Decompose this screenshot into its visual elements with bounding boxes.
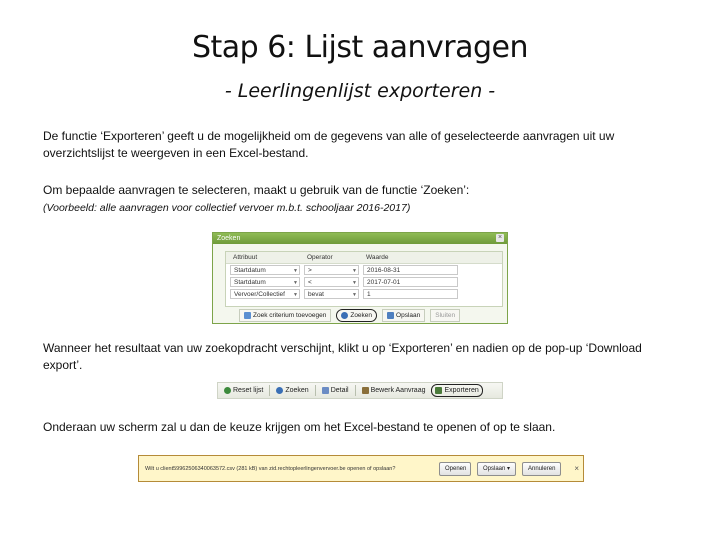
criteria-row xyxy=(226,276,502,288)
criteria-grid xyxy=(225,251,503,307)
column-header-waarde: Waarde xyxy=(366,253,389,261)
search-toolbar-button[interactable] xyxy=(273,384,311,397)
reset-list-label: Reset lijst xyxy=(233,387,264,394)
criteria-row xyxy=(226,288,502,300)
download-message: Wilt u client59962506340063572.csv (281 kB) van zid.rechtopleerlingenvervoer.be openen of opslaan? xyxy=(145,465,396,472)
chevron-down-icon[interactable]: ▼ xyxy=(293,292,298,298)
list-toolbar xyxy=(217,382,503,399)
page-subtitle: - Leerlingenlijst exporteren - xyxy=(224,80,496,102)
download-notification-bar xyxy=(138,455,584,482)
open-button[interactable]: Openen xyxy=(439,462,471,476)
example-note: (Voorbeeld: alle aanvragen voor collectief vervoer m.b.t. schooljaar 2016-2017) xyxy=(43,202,411,214)
attribuut-select[interactable] xyxy=(230,289,300,299)
attribuut-select[interactable] xyxy=(230,265,300,275)
column-header-attribuut: Attribuut xyxy=(233,253,258,261)
attribuut-select[interactable] xyxy=(230,277,300,287)
paragraph-download-instruction: Onderaan uw scherm zal u dan de keuze krijgen om het Excel-bestand te openen of op te slaan. xyxy=(43,420,556,434)
waarde-input[interactable]: 2017-07-01 xyxy=(363,277,458,287)
detail-icon xyxy=(322,387,329,394)
paragraph-zoeken-intro: Om bepaalde aanvragen te selecteren, maakt u gebruik van de functie ‘Zoeken’: xyxy=(43,183,470,197)
search-icon xyxy=(276,387,283,394)
zoeken-panel-title: Zoeken xyxy=(217,235,241,242)
search-toolbar-label: Zoeken xyxy=(285,387,309,394)
export-label: Exporteren xyxy=(444,387,479,394)
export-button[interactable] xyxy=(431,384,482,397)
add-icon xyxy=(244,312,251,319)
attribuut-value: Startdatum xyxy=(234,279,266,286)
add-criterion-label: Zoek criterium toevoegen xyxy=(253,312,327,319)
close-icon[interactable]: × xyxy=(574,464,579,473)
chevron-down-icon[interactable]: ▼ xyxy=(352,280,357,286)
operator-value: bevat xyxy=(308,291,324,298)
chevron-down-icon[interactable]: ▼ xyxy=(352,292,357,298)
save-download-button[interactable] xyxy=(477,462,516,476)
reset-list-button[interactable] xyxy=(221,384,266,397)
detail-label: Detail xyxy=(330,387,349,394)
criteria-row xyxy=(226,264,502,276)
waarde-input[interactable]: 1 xyxy=(363,289,458,299)
paragraph-export-instruction: Wanneer het resultaat van uw zoekopdracht verschijnt, klikt u op ‘Exporteren’ en nadien op de pop-up ‘Download export’. xyxy=(43,341,642,372)
search-button[interactable] xyxy=(336,309,377,322)
close-button[interactable] xyxy=(430,309,460,322)
chevron-down-icon[interactable]: ▾ xyxy=(507,465,511,472)
add-criterion-button[interactable] xyxy=(239,309,331,322)
zoeken-panel xyxy=(212,232,508,324)
save-label: Opslaan xyxy=(396,312,421,319)
operator-select[interactable] xyxy=(304,289,359,299)
zoeken-panel-buttons xyxy=(239,309,460,322)
operator-select[interactable] xyxy=(304,265,359,275)
save-button[interactable] xyxy=(382,309,425,322)
detail-button[interactable] xyxy=(319,384,352,397)
operator-select[interactable] xyxy=(304,277,359,287)
zoeken-panel-header xyxy=(213,233,507,244)
chevron-down-icon[interactable]: ▼ xyxy=(293,280,298,286)
paragraph-export-intro: De functie ‘Exporteren’ geeft u de mogelijkheid om de gegevens van alle of geselecteerde aanvragen uit uw overzichtslijst te weergeven in een Excel-bestand. xyxy=(43,129,615,160)
waarde-input[interactable]: 2016-08-31 xyxy=(363,265,458,275)
search-label: Zoeken xyxy=(350,312,373,319)
close-icon[interactable]: × xyxy=(497,234,503,241)
refresh-icon xyxy=(224,387,231,394)
toolbar-divider xyxy=(269,385,270,396)
toolbar-divider xyxy=(355,385,356,396)
table-icon xyxy=(435,387,442,394)
edit-request-button[interactable] xyxy=(359,384,429,397)
close-label: Sluiten xyxy=(435,312,456,319)
download-buttons xyxy=(439,462,561,476)
chevron-down-icon[interactable]: ▼ xyxy=(293,268,298,274)
operator-value: > xyxy=(308,267,312,274)
page-title: Stap 6: Lijst aanvragen xyxy=(191,30,529,65)
criteria-header-row xyxy=(226,252,502,264)
chevron-down-icon[interactable]: ▼ xyxy=(352,268,357,274)
column-header-operator: Operator xyxy=(307,253,333,261)
edit-icon xyxy=(362,387,369,394)
save-icon xyxy=(387,312,394,319)
attribuut-value: Startdatum xyxy=(234,267,266,274)
operator-value: < xyxy=(308,279,312,286)
toolbar-divider xyxy=(315,385,316,396)
cancel-button[interactable]: Annuleren xyxy=(522,462,561,476)
edit-request-label: Bewerk Aanvraag xyxy=(370,387,426,394)
search-icon xyxy=(341,312,348,319)
save-download-label: Opslaan xyxy=(483,465,506,472)
attribuut-value: Vervoer/Collectief xyxy=(234,291,285,298)
